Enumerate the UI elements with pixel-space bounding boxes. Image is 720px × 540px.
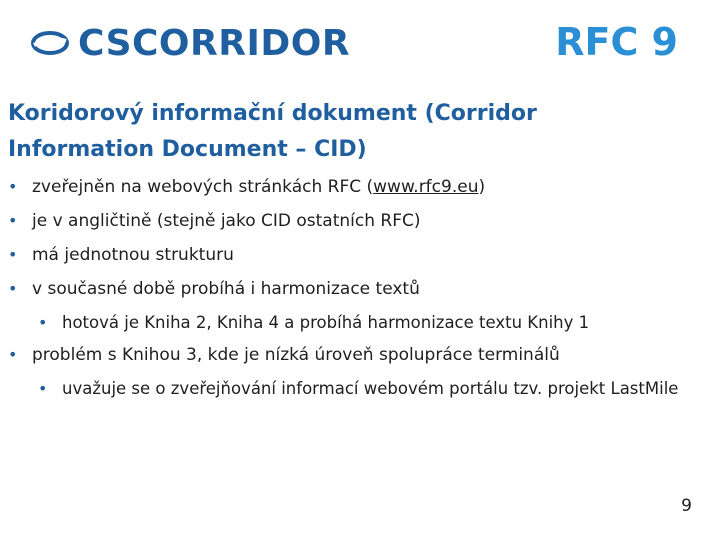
- cs-corridor-logo: [30, 18, 350, 68]
- bullet-item: [8, 209, 708, 233]
- bullet-icon: •: [38, 379, 48, 398]
- bullet-text: má jednotnou strukturu: [32, 245, 234, 265]
- bullet-icon: •: [8, 245, 18, 264]
- bullet-item: [8, 243, 708, 267]
- bullet-icon: •: [8, 211, 18, 230]
- bullet-text: hotová je Kniha 2, Kniha 4 a probíhá harmonizace textu Knihy 1: [62, 313, 590, 332]
- bullet-text: problém s Knihou 3, kde je nízká úroveň spolupráce terminálů: [32, 345, 560, 365]
- website-link[interactable]: www.rfc9.eu: [373, 177, 479, 197]
- bullet-item: [8, 277, 708, 301]
- sub-bullet-item: [38, 377, 708, 401]
- bullet-icon: •: [8, 279, 18, 298]
- bullet-text: v současné době probíhá i harmonizace textů: [32, 279, 420, 299]
- corridor-swoosh-icon: [30, 28, 70, 58]
- logo-text: CSCORRIDOR: [78, 22, 351, 64]
- bullet-text: uvažuje se o zveřejňování informací webovém portálu tzv. projekt LastMile: [62, 379, 679, 398]
- page-number: 9: [681, 496, 692, 516]
- bullet-text-pre: zveřejněn na webových stránkách RFC (: [32, 177, 374, 197]
- bullet-item: [8, 343, 708, 367]
- bullet-text-post: ): [478, 177, 486, 197]
- bullet-icon: •: [38, 313, 48, 332]
- rfc9-logo: RFC 9: [555, 20, 678, 64]
- bullet-icon: •: [8, 345, 18, 364]
- bullet-text: je v angličtině (stejně jako CID ostatních RFC): [32, 211, 421, 231]
- sub-bullet-item: [38, 311, 708, 335]
- slide-title: Koridorový informační dokument (Corridor Information Document – CID): [8, 101, 537, 162]
- bullet-icon: •: [8, 177, 18, 196]
- bullet-list: [8, 175, 708, 409]
- bullet-item: [8, 175, 708, 199]
